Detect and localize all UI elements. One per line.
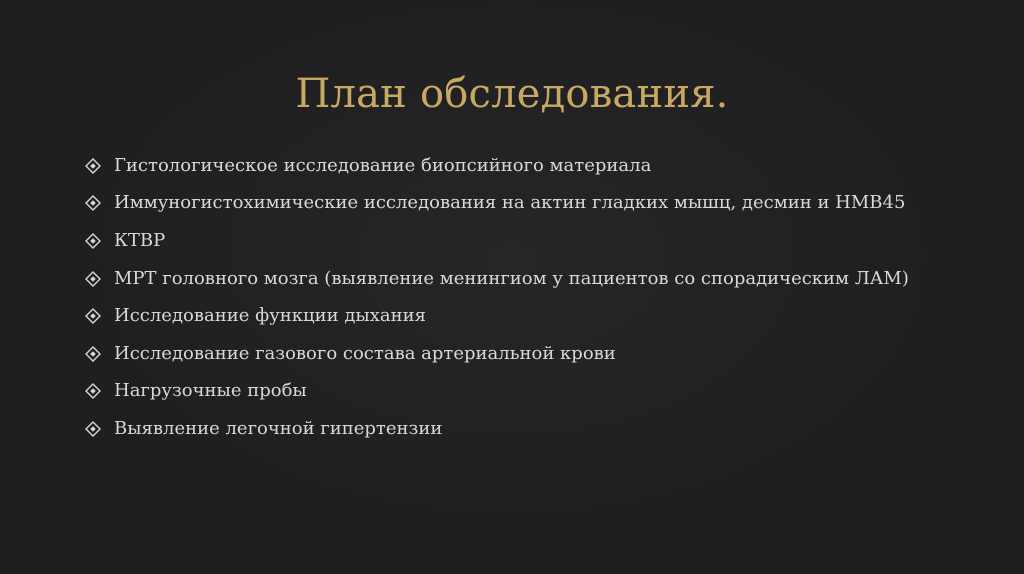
list-item-text: Иммуногистохимические исследования на актин гладких мышц, десмин и HMB45 bbox=[114, 192, 906, 214]
diamond-bullet-icon bbox=[84, 382, 102, 400]
list-item bbox=[84, 185, 984, 223]
diamond-bullet-icon bbox=[84, 157, 102, 175]
list-item bbox=[84, 373, 984, 411]
list-item-text: МРТ головного мозга (выявление менингиом у пациентов со спорадическим ЛАМ) bbox=[114, 267, 909, 289]
list-item-text: Выявление легочной гипертензии bbox=[114, 417, 443, 439]
diamond-bullet-icon bbox=[84, 232, 102, 250]
list-item bbox=[84, 147, 984, 185]
list-item-text: Исследование газового состава артериальной крови bbox=[114, 342, 616, 364]
list-item-text: Исследование функции дыхания bbox=[114, 305, 426, 327]
list-item bbox=[84, 297, 984, 335]
diamond-bullet-icon bbox=[84, 270, 102, 288]
list-item bbox=[84, 410, 984, 448]
list-item-text: Нагрузочные пробы bbox=[114, 380, 307, 402]
list-item-text: Гистологическое исследование биопсийного материала bbox=[114, 154, 652, 176]
bullet-list bbox=[84, 147, 984, 448]
diamond-bullet-icon bbox=[84, 345, 102, 363]
list-item bbox=[84, 222, 984, 260]
diamond-bullet-icon bbox=[84, 420, 102, 438]
slide-title: План обследования. bbox=[295, 71, 729, 117]
list-item-text: КТВР bbox=[114, 229, 166, 251]
diamond-bullet-icon bbox=[84, 307, 102, 325]
diamond-bullet-icon bbox=[84, 194, 102, 212]
list-item bbox=[84, 335, 984, 373]
list-item bbox=[84, 260, 984, 298]
